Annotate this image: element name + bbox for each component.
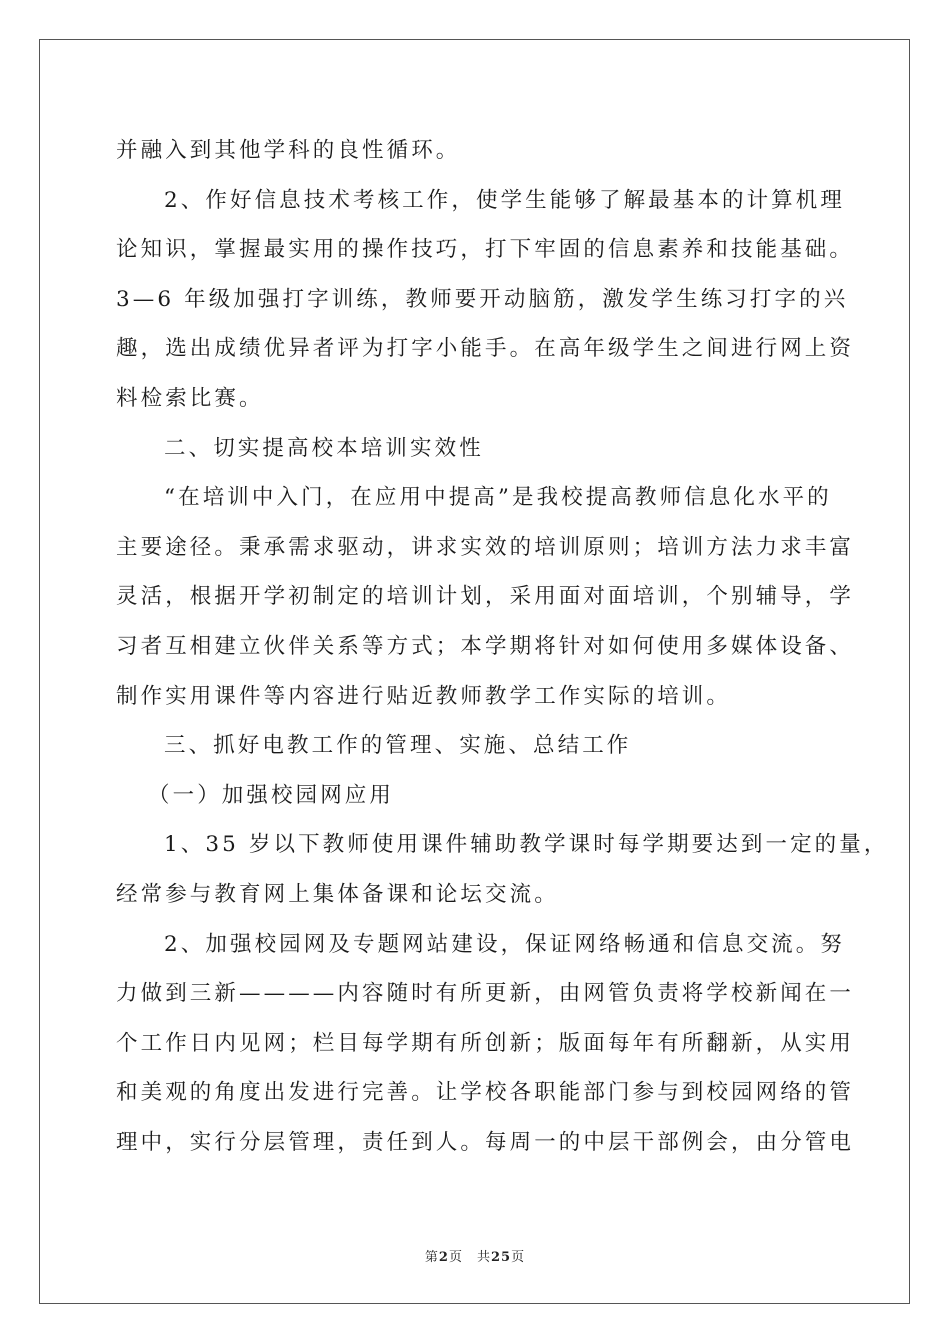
current-page-number: 2 bbox=[438, 1250, 449, 1265]
section-heading: 三、抓好电教工作的管理、实施、总结工作 bbox=[164, 733, 632, 759]
text-line: 趣，选出成绩优异者评为打字小能手。在高年级学生之间进行网上资 bbox=[116, 336, 855, 362]
text-line: 并融入到其他学科的良性循环。 bbox=[116, 138, 461, 163]
document-body bbox=[116, 126, 889, 1167]
text-line: 和美观的角度出发进行完善。让学校各职能部门参与到校园网络的管 bbox=[116, 1080, 855, 1106]
total-page-number: 25 bbox=[490, 1250, 512, 1265]
page-footer bbox=[0, 1246, 950, 1265]
total-suffix: 页 bbox=[511, 1250, 526, 1265]
paragraph-start: 2、作好信息技术考核工作，使学生能够了解最基本的计算机理 bbox=[164, 187, 845, 213]
text-line: 习者互相建立伙伴关系等方式；本学期将针对如何使用多媒体设备、 bbox=[116, 633, 855, 659]
text-line: 制作实用课件等内容进行贴近教师教学工作实际的培训。 bbox=[116, 683, 732, 709]
text-line: 经常参与教育网上集体备课和论坛交流。 bbox=[116, 881, 559, 907]
total-prefix: 共 bbox=[476, 1250, 491, 1265]
text-line: 3—6 年级加强打字训练，教师要开动脑筋，激发学生练习打字的兴 bbox=[116, 286, 849, 312]
text-line: 理中，实行分层管理，责任到人。每周一的中层干部例会，由分管电 bbox=[116, 1129, 855, 1155]
page-prefix: 第 bbox=[424, 1250, 439, 1265]
paragraph-start: “在培训中入门，在应用中提高”是我校提高教师信息化水平的 bbox=[164, 485, 832, 511]
page-suffix: 页 bbox=[448, 1250, 463, 1265]
subsection-heading: （一）加强校园网应用 bbox=[148, 782, 395, 808]
paragraph-start: 2、加强校园网及专题网站建设，保证网络畅通和信息交流。努 bbox=[164, 931, 845, 957]
text-line: 料检索比赛。 bbox=[116, 385, 264, 411]
text-line: 个工作日内见网；栏目每学期有所创新；版面每年有所翻新，从实用 bbox=[116, 1030, 855, 1056]
text-line: 论知识，掌握最实用的操作技巧，打下牢固的信息素养和技能基础。 bbox=[116, 237, 855, 263]
text-line: 力做到三新————内容随时有所更新，由网管负责将学校新闻在一 bbox=[116, 981, 855, 1007]
text-line: 灵活，根据开学初制定的培训计划，采用面对面培训，个别辅导，学 bbox=[116, 584, 855, 610]
section-heading: 二、切实提高校本培训实效性 bbox=[164, 435, 484, 461]
paragraph-start: 1、35 岁以下教师使用课件辅助教学课时每学期要达到一定的量， bbox=[164, 832, 889, 858]
text-line: 主要途径。秉承需求驱动，讲求实效的培训原则；培训方法力求丰富 bbox=[116, 534, 855, 560]
